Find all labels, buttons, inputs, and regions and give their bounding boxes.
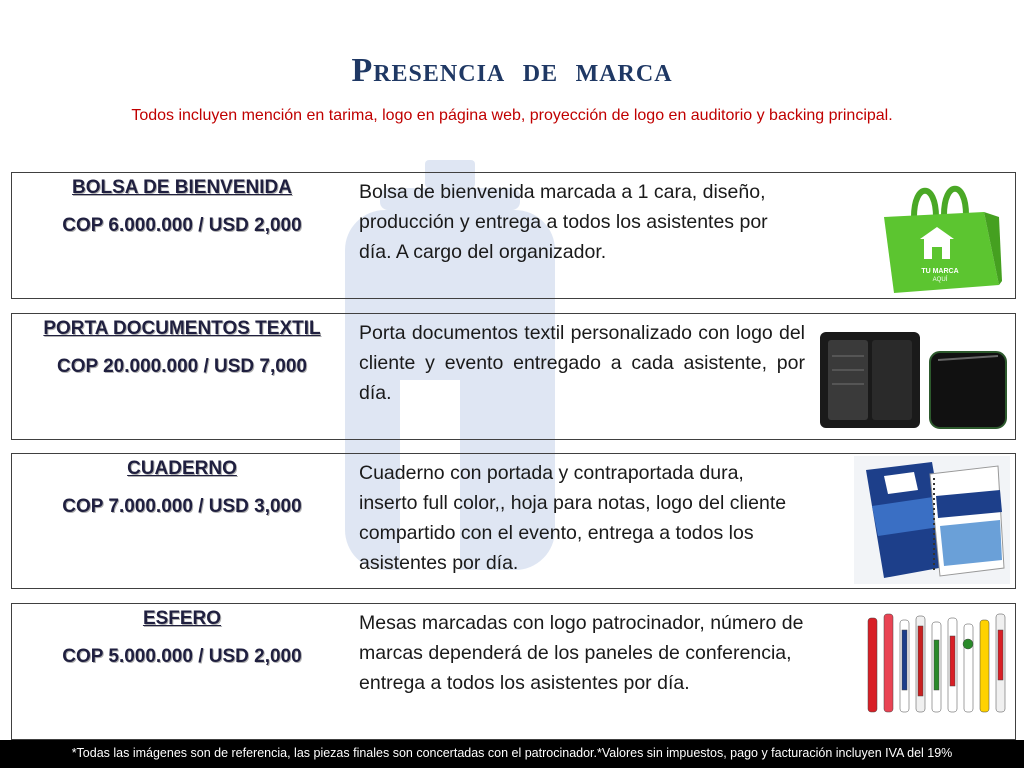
item-description: Porta documentos textil personalizado con logo del cliente y evento entregado a cada asistente, por día. xyxy=(359,322,805,404)
item-name: ESFERO xyxy=(142,608,222,629)
page-title: Presencia de marca xyxy=(351,52,673,89)
item-name: PORTA DOCUMENTOS TEXTIL xyxy=(43,318,321,339)
bag-print-line1: TU MARCA xyxy=(921,268,959,275)
item-name: BOLSA DE BIENVENIDA xyxy=(72,177,292,198)
item-header xyxy=(12,177,352,237)
item-price: COP 7.000.000 / USD 3,000 xyxy=(62,496,302,517)
item-header xyxy=(12,458,352,518)
list-item xyxy=(11,603,1016,740)
footer-note: *Todas las imágenes son de referencia, las piezas finales son concertadas con el patrocinador.*Valores sin impuestos, pago y facturación incluyen IVA del 19% xyxy=(0,740,1024,768)
notebook-icon xyxy=(854,456,1010,584)
list-item xyxy=(11,172,1016,299)
bag-print-line2: AQUÍ xyxy=(932,277,948,283)
item-price: COP 5.000.000 / USD 2,000 xyxy=(62,646,302,667)
page-subtitle: Todos incluyen mención en tarima, logo en página web, proyección de logo en auditorio y backing principal. xyxy=(131,107,893,124)
list-item xyxy=(11,453,1016,589)
item-name: CUADERNO xyxy=(127,458,237,479)
item-price: COP 6.000.000 / USD 2,000 xyxy=(62,215,302,236)
tote-bag-icon xyxy=(874,177,1004,295)
list-item xyxy=(11,313,1016,440)
item-description: Mesas marcadas con logo patrocinador, número de marcas dependerá de los paneles de conferencia, entrega a todos los asistentes por día. xyxy=(359,612,804,694)
document-holder-icon xyxy=(818,326,1010,432)
pens-icon xyxy=(860,610,1010,718)
item-header xyxy=(12,318,352,378)
item-price: COP 20.000.000 / USD 7,000 xyxy=(57,356,307,377)
item-header xyxy=(12,608,352,668)
item-description: Cuaderno con portada y contraportada dura, inserto full color,, hoja para notas, logo del cliente compartido con el evento, entrega a todos los asistentes por día. xyxy=(359,462,787,574)
item-description: Bolsa de bienvenida marcada a 1 cara, diseño, producción y entrega a todos los asistentes por día. A cargo del organizador. xyxy=(359,181,768,263)
